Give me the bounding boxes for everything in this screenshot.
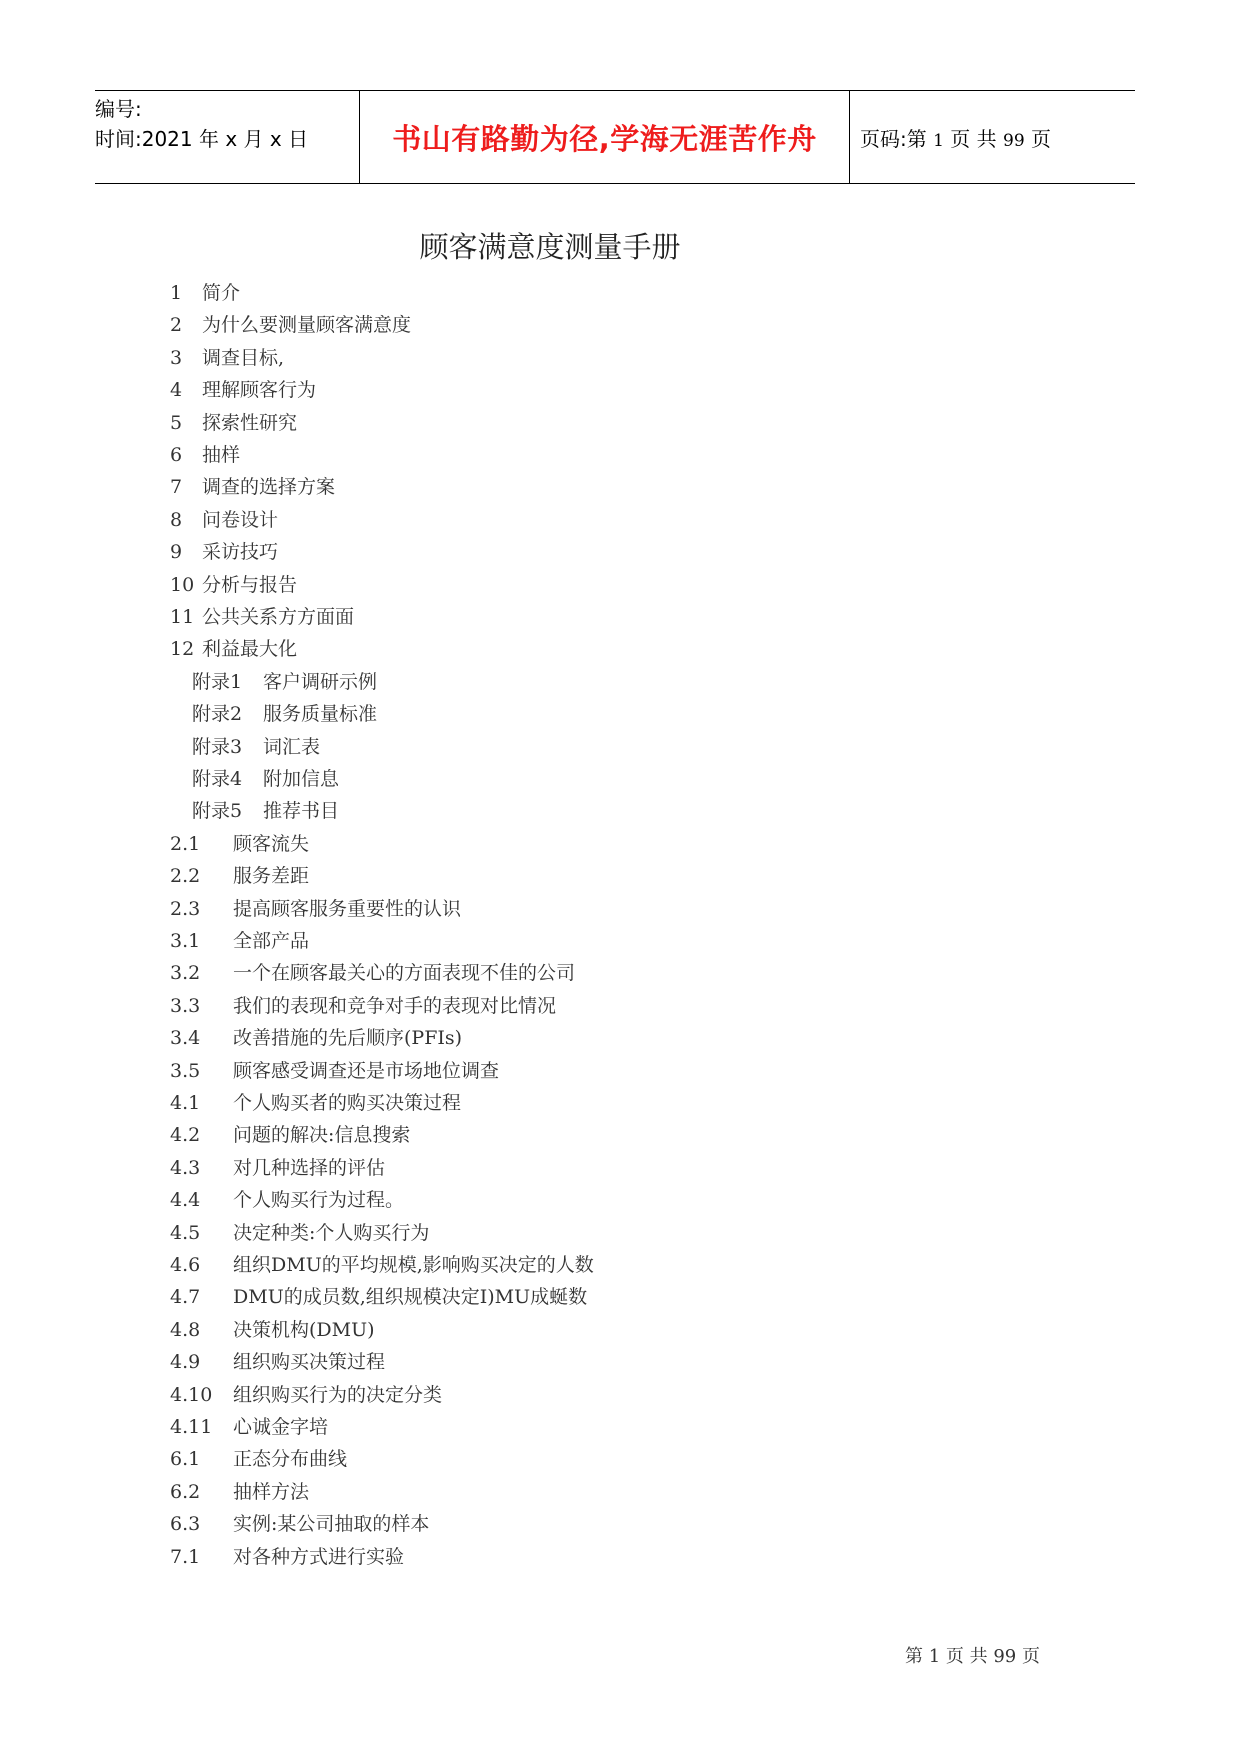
footer-total: 99 bbox=[993, 1646, 1017, 1667]
toc-item-text: 抽样方法 bbox=[233, 1480, 310, 1503]
header-slogan-cell bbox=[360, 91, 850, 183]
toc-item-number: 4.4 bbox=[170, 1189, 201, 1212]
toc-item-text: 分析与报告 bbox=[202, 573, 298, 596]
toc-item-number: 6 bbox=[170, 444, 183, 466]
toc-item-text: 推荐书目 bbox=[263, 800, 340, 823]
toc-item-text: 公共关系方方面面 bbox=[202, 606, 355, 628]
toc-item-text: 抽样 bbox=[202, 444, 241, 466]
toc-item-number: 8 bbox=[170, 508, 183, 531]
time-label: 时间:2021 年 x 月 x 日 bbox=[95, 127, 309, 151]
toc-item-text: 理解顾客行为 bbox=[202, 379, 317, 402]
document-title: 顾客满意度测量手册 bbox=[419, 230, 681, 264]
toc-item-text: 调查目标, bbox=[202, 346, 285, 369]
toc-item-number: 7.1 bbox=[170, 1545, 201, 1568]
toc-item-text: 改善措施的先后顺序(PFIs) bbox=[233, 1027, 463, 1050]
toc-item-number: 12 bbox=[170, 638, 195, 661]
toc-item-text: 附加信息 bbox=[263, 768, 340, 790]
toc-item-text: 决定种类:个人购买行为 bbox=[233, 1221, 430, 1244]
toc-item-number: 4.1 bbox=[170, 1092, 201, 1114]
toc-item-text: 决策机构(DMU) bbox=[233, 1318, 375, 1341]
toc-item-text: 正态分布曲线 bbox=[233, 1448, 348, 1471]
toc-item-text: 服务差距 bbox=[233, 865, 310, 888]
page-suffix: 页 bbox=[1024, 126, 1052, 151]
toc-item-number: 9 bbox=[170, 541, 183, 564]
toc-item-number: 4.2 bbox=[170, 1124, 201, 1147]
page-footer bbox=[905, 1642, 1040, 1668]
toc-item-text: 探索性研究 bbox=[202, 411, 298, 434]
header-page-cell bbox=[850, 91, 1135, 183]
toc-item-number: 附录4 bbox=[192, 768, 243, 790]
toc-item-number: 2.3 bbox=[170, 897, 201, 920]
toc-item-text: 顾客感受调查还是市场地位调查 bbox=[233, 1059, 500, 1082]
toc-item-text: 全部产品 bbox=[233, 930, 310, 952]
toc-item-number: 3.4 bbox=[170, 1027, 201, 1050]
toc-item-number: 4.6 bbox=[170, 1254, 201, 1276]
toc-item-text: 心诚金字培 bbox=[233, 1416, 329, 1438]
toc-item-number: 4.11 bbox=[170, 1416, 213, 1438]
page-middle: 页 共 bbox=[943, 126, 1004, 151]
toc-item-text: 一个在顾客最关心的方面表现不佳的公司 bbox=[233, 962, 576, 985]
page-prefix: 页码:第 bbox=[860, 126, 934, 151]
toc-item-number: 4.5 bbox=[170, 1221, 201, 1244]
toc-item-number: 6.2 bbox=[170, 1480, 201, 1503]
toc-item-text: 组织购买决策过程 bbox=[233, 1351, 386, 1374]
toc-item-text: 词汇表 bbox=[263, 735, 321, 758]
toc-item-text: 服务质量标准 bbox=[263, 703, 378, 726]
toc-item-number: 4.7 bbox=[170, 1286, 201, 1309]
toc-item-number: 1 bbox=[170, 282, 183, 304]
toc-item-text: 为什么要测量顾客满意度 bbox=[202, 314, 412, 337]
page-current: 1 bbox=[933, 130, 944, 151]
toc-item-number: 附录2 bbox=[192, 703, 243, 726]
slogan: 书山有路勤为径,学海无涯苦作舟 bbox=[392, 121, 817, 156]
header-meta bbox=[95, 91, 360, 183]
toc-item-text: 调查的选择方案 bbox=[202, 476, 336, 499]
toc-item-text: 简介 bbox=[202, 282, 241, 304]
toc-item-text: 实例:某公司抽取的样本 bbox=[233, 1513, 430, 1536]
toc-item-text: 问卷设计 bbox=[202, 508, 279, 531]
toc-item-number: 3.1 bbox=[170, 930, 201, 952]
toc-item-text: 顾客流失 bbox=[233, 832, 310, 855]
toc-item-number: 4.3 bbox=[170, 1156, 201, 1179]
toc-item-number: 4 bbox=[170, 379, 183, 402]
toc-item-text: 组织购买行为的决定分类 bbox=[233, 1383, 443, 1406]
toc-item-text: 我们的表现和竞争对手的表现对比情况 bbox=[233, 994, 557, 1017]
toc-item-number: 4.8 bbox=[170, 1318, 201, 1341]
toc-item-text: DMU的成员数,组织规模决定I)MU成蜒数 bbox=[233, 1286, 588, 1309]
toc-item-text: 对各种方式进行实验 bbox=[233, 1545, 405, 1568]
page-header bbox=[95, 90, 1135, 184]
footer-current: 1 bbox=[928, 1646, 941, 1667]
number-label: 编号: bbox=[95, 97, 142, 121]
toc-item-number: 附录5 bbox=[192, 800, 243, 823]
toc-item-text: 对几种选择的评估 bbox=[233, 1156, 386, 1179]
toc-item-number: 11 bbox=[170, 606, 195, 628]
toc-item-text: 个人购买者的购买决策过程 bbox=[233, 1092, 462, 1114]
toc-item-number: 4.9 bbox=[170, 1351, 201, 1374]
toc-item-text: 采访技巧 bbox=[202, 541, 279, 564]
toc-item-number: 2 bbox=[170, 314, 183, 337]
toc-item-number: 附录1 bbox=[192, 670, 243, 693]
footer-prefix: 第 bbox=[905, 1646, 929, 1667]
toc-item-number: 4.10 bbox=[170, 1383, 213, 1406]
toc-item-number: 3.2 bbox=[170, 962, 201, 985]
toc-item-text: 利益最大化 bbox=[202, 638, 298, 661]
toc-item-number: 6.3 bbox=[170, 1513, 201, 1536]
toc-item-number: 附录3 bbox=[192, 735, 243, 758]
toc-item-text: 个人购买行为过程。 bbox=[233, 1189, 405, 1212]
toc-item-text: 问题的解决:信息搜索 bbox=[233, 1124, 411, 1147]
toc-item-number: 6.1 bbox=[170, 1448, 201, 1471]
toc-item-text: 客户调研示例 bbox=[263, 670, 378, 693]
toc-item-number: 2.1 bbox=[170, 832, 201, 855]
header-page-info bbox=[860, 123, 1051, 152]
toc-item-number: 5 bbox=[170, 411, 183, 434]
toc-item-number: 10 bbox=[170, 573, 195, 596]
toc-item-number: 3.5 bbox=[170, 1059, 201, 1082]
footer-middle: 页 共 bbox=[940, 1646, 994, 1667]
toc-item-number: 3.3 bbox=[170, 994, 201, 1017]
toc-item-number: 3 bbox=[170, 346, 183, 369]
toc-item-number: 2.2 bbox=[170, 865, 201, 888]
toc-item-text: 提高顾客服务重要性的认识 bbox=[233, 897, 462, 920]
page-total: 99 bbox=[1003, 130, 1025, 151]
toc-item-number: 7 bbox=[170, 476, 183, 499]
footer-suffix: 页 bbox=[1016, 1646, 1040, 1667]
toc-item-text: 组织DMU的平均规模,影响购买决定的人数 bbox=[233, 1254, 594, 1276]
